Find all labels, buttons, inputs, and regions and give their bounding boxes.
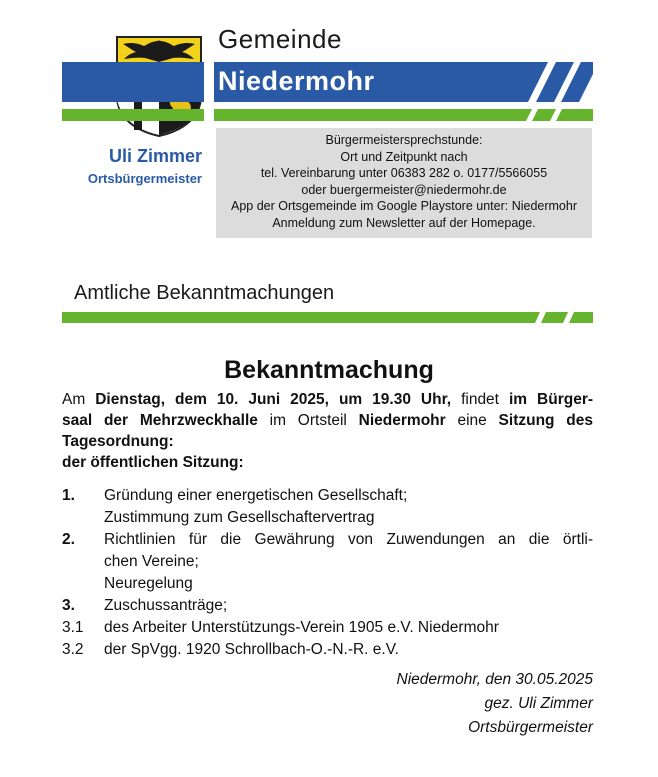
header-green-band bbox=[62, 109, 593, 121]
notice-line bbox=[62, 431, 593, 452]
agenda-item bbox=[62, 485, 593, 529]
agenda-item bbox=[62, 595, 593, 617]
notice-district: Niedermohr bbox=[358, 412, 446, 429]
notice-location: saal der Mehrzweckhalle bbox=[62, 412, 258, 429]
notice-text: findet bbox=[451, 391, 509, 408]
mayor-title: Ortsbürgermeister bbox=[87, 171, 202, 186]
section-title: Amtliche Bekanntmachungen bbox=[74, 282, 335, 304]
agenda-number: 2. bbox=[62, 531, 75, 548]
signed-by: gez. Uli Zimmer bbox=[484, 695, 593, 712]
agenda-text: Richtlinien für die Gewährung von Zuwendungen an die örtli- bbox=[104, 531, 593, 548]
notice-date: Dienstag, dem 10. Juni 2025, um 19.30 Uhr, bbox=[95, 391, 452, 408]
agenda-text: der SpVgg. 1920 Schrollbach-O.-N.-R. e.V. bbox=[104, 641, 399, 658]
agenda-text: Zuschussanträge; bbox=[104, 597, 228, 614]
gemeinde-label: Gemeinde bbox=[218, 24, 342, 54]
agenda-text: des Arbeiter Unterstützungs-Verein 1905 e.V. Niedermohr bbox=[104, 619, 499, 636]
agenda-item bbox=[62, 529, 593, 595]
agenda-heading: Tagesordnung: bbox=[62, 433, 174, 450]
agenda-text: chen Vereine; bbox=[104, 553, 199, 570]
notice-session: Sitzung des bbox=[498, 412, 593, 429]
notice-line bbox=[62, 389, 593, 410]
signer-role: Ortsbürgermeister bbox=[468, 719, 593, 736]
agenda-number: 1. bbox=[62, 487, 75, 504]
public-session-heading: der öffentlichen Sitzung: bbox=[62, 454, 244, 471]
office-hours-line: Anmeldung zum Newsletter auf der Homepage. bbox=[272, 215, 536, 230]
office-hours-line: App der Ortsgemeinde im Google Playstore unter: Niedermohr bbox=[231, 199, 577, 213]
notice-line bbox=[62, 452, 593, 473]
notice-text: eine bbox=[445, 412, 499, 429]
section-green-band bbox=[62, 312, 593, 323]
office-hours-line: oder buergermeister@niedermohr.de bbox=[301, 182, 507, 197]
notice-line bbox=[62, 410, 593, 431]
place-date: Niedermohr, den 30.05.2025 bbox=[396, 671, 593, 688]
notice-title: Bekanntmachung bbox=[224, 356, 434, 384]
agenda-number: 3.1 bbox=[62, 619, 84, 636]
agenda-item bbox=[62, 639, 593, 661]
agenda-text: Neuregelung bbox=[104, 575, 193, 592]
notice-location: im Bürger- bbox=[508, 391, 594, 408]
mayor-name: Uli Zimmer bbox=[108, 146, 202, 166]
agenda-number: 3.2 bbox=[62, 641, 84, 658]
agenda-number: 3. bbox=[62, 597, 75, 614]
agenda-text: Zustimmung zum Gesellschaftervertrag bbox=[104, 509, 375, 526]
agenda-list bbox=[62, 485, 593, 661]
agenda-item bbox=[62, 617, 593, 639]
office-hours-line: tel. Vereinbarung unter 06383 282 o. 0177/5566055 bbox=[260, 166, 548, 180]
notice-text: Am bbox=[62, 391, 96, 408]
office-hours-line: Ort und Zeitpunkt nach bbox=[340, 149, 468, 164]
agenda-text: Gründung einer energetischen Gesellschaft; bbox=[104, 487, 408, 504]
office-hours-box bbox=[216, 128, 592, 238]
signature-block bbox=[300, 668, 593, 740]
town-name: Niedermohr bbox=[218, 66, 375, 96]
notice-text: im Ortsteil bbox=[257, 412, 359, 429]
office-hours-line: Bürgermeistersprechstunde: bbox=[325, 133, 483, 147]
notice-body bbox=[62, 389, 593, 473]
